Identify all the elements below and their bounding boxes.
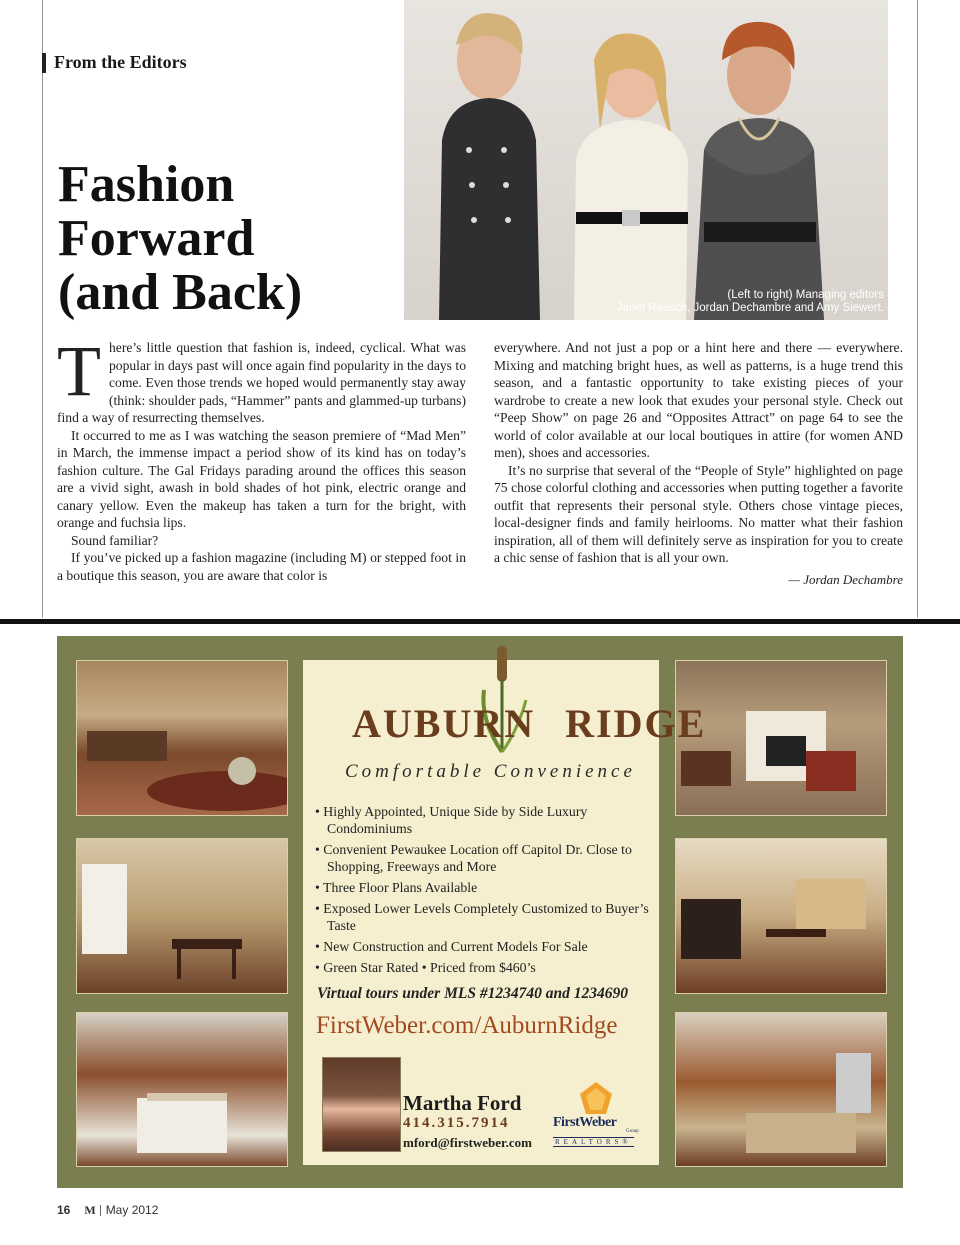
photo-caption [564,289,884,315]
ad-website-link[interactable]: FirstWeber.com/AuburnRidge [316,1012,618,1039]
paragraph: Sound familiar? [71,532,159,548]
feature-item: • Highly Appointed, Unique Side by Side Luxury Condominiums [315,804,588,836]
article-title [58,158,388,320]
firstweber-realtors: REALTORS® [555,1138,632,1146]
drop-cap: T [57,331,101,411]
magazine-mark: M [84,1203,96,1217]
feature-item: • Convenient Pewaukee Location off Capitol Dr. Close to Shopping, Freeways and More [315,842,632,874]
title-line: Fashion [58,156,235,213]
ad-photo-illustration [676,1013,886,1166]
ad-photo-illustration [77,661,287,815]
section-label: From the Editors [54,52,187,72]
paragraph: It’s no surprise that several of the “People of Style” highlighted on page 75 chose colorful clothing and accessories when putting together a favorite outfit that represents their personal style. Others chose vintage pieces, local-designer finds and family heirlooms. No matter what their fashion inspiration, all of them will definitely serve as inspiration for you to create a chic sense of fashion that is all your own. [494,462,903,565]
page-divider [0,619,960,624]
issue-date: May 2012 [105,1203,159,1217]
author-signature: — Jordan Dechambre [788,571,903,587]
page-footer [57,1203,158,1218]
feature-item: • Green Star Rated • Priced from $460’s [315,960,536,975]
ad-photo-illustration [676,839,886,993]
feature-item: • Exposed Lower Levels Completely Customized to Buyer’s Taste [315,901,649,933]
title-line: (and Back) [58,264,303,321]
page-number: 16 [57,1203,71,1217]
agent-photo [322,1057,401,1152]
article-column-left [57,331,466,584]
ad-photo-living-room [675,660,887,816]
ad-feature-list [315,803,650,980]
agent-phone: 414.315.7914 [403,1115,510,1131]
firstweber-logo-icon [578,1080,614,1116]
paragraph: It occurred to me as I was watching the season premiere of “Mad Men” in March, the immense impact a period show of its kind has on today’s fashion culture. The Gal Fridays parading around the offices this season are a vivid sight, awash in bold shades of hot pink, electric orange and canary yellow. Even the makeup has taken a turn for the bright, with orange and fuchsia lips. [57,427,466,530]
ad-photo-illustration [676,661,886,815]
ad-photo-illustration [77,1013,287,1166]
editors-photo-illustration [404,0,888,320]
ad-photo-dining-kitchen [675,838,887,994]
feature-item: • New Construction and Current Models For Sale [315,939,588,954]
agent-email[interactable]: mford@firstweber.com [403,1135,532,1150]
section-marker [42,53,46,73]
ad-photo-kitchen-island [76,660,288,816]
caption-line: (Left to right) Managing editors [727,289,884,301]
editors-photo [404,0,888,320]
ad-photo-kitchen-pendants [675,1012,887,1167]
article-column-right [494,339,903,588]
firstweber-brand: FirstWeber [553,1115,617,1130]
feature-item: • Three Floor Plans Available [315,880,478,895]
ad-photo-kitchen [76,1012,288,1167]
auburn-ridge-logo [352,700,706,747]
logo-word: RIDGE [565,701,707,746]
title-line: Forward [58,210,255,267]
ad-tagline: Comfortable Convenience [345,761,636,782]
paragraph: If you’ve picked up a fashion magazine (including M) or stepped foot in a boutique this season, you are aware that color is [57,550,466,583]
caption-line: Janet Raasch, Jordan Dechambre and Amy Siewert. [616,302,884,314]
agent-name: Martha Ford [403,1091,522,1115]
firstweber-group: Group [626,1129,639,1134]
paragraph: here’s little question that fashion is, indeed, cyclical. What was popular in days past will once again find popularity in the days to come. Even those trends we hoped would permanently stay away (think: shoulder pads, “Hammer” pants and glammed-up turbans) find a way of resurrecting themselves. [57,340,466,425]
ad-virtual-tours: Virtual tours under MLS #1234740 and 1234690 [317,985,628,1002]
logo-word: AUBURN [352,701,536,746]
footer-separator [100,1205,101,1216]
ad-photo-illustration [77,839,287,993]
paragraph: everywhere. And not just a pop or a hint here and there — everywhere. Mixing and matching bright hues, as well as patterns, is a huge trend this season, and a fantastic opportunity to take existing pieces of your wardrobe to create a new look that exudes your personal style. Check out “Peep Show” on page 26 and “Opposites Attract” on page 64 to see the world of color available at our local boutiques in attire (for women AND men), shoes and accessories. [494,340,903,460]
ad-photo-dining-room [76,838,288,994]
article-frame-left [42,0,43,618]
article-frame-right [917,0,918,618]
